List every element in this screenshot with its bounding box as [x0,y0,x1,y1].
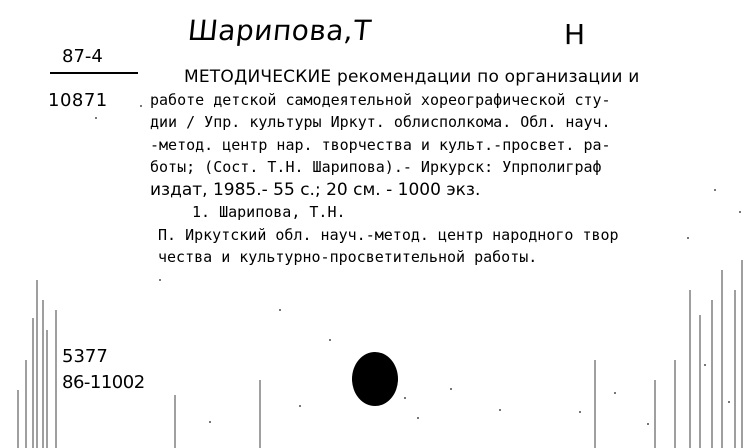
description-line-3: дии / Упр. культуры Иркут. облисполкома. Обл. науч. [150,113,611,131]
handwritten-mark: Н [564,18,586,51]
bottom-number-2: 86-11002 [62,372,145,393]
description-line-6: издат, 1985.- 55 с.; 20 см. - 1000 экз. [150,179,481,200]
description-line-1: МЕТОДИЧЕСКИЕ рекомендации по организации и [184,67,640,87]
description-line-5: боты; (Сост. Т.Н. Шарипова).- Иркурск: Упрполиграф [150,158,602,176]
tracing-line-1: 1. Шарипова, Т.Н. [192,203,346,221]
call-number: 87-4 [62,46,103,67]
tracing-line-3: чества и культурно-просветительной работы. [158,248,538,266]
inventory-number: 10871 [48,90,108,111]
description-line-2: работе детской самодеятельной хореографической сту- [150,90,611,109]
tracing-line-2: П. Иркутский обл. науч.-метод. центр народного твор [158,225,619,244]
handwritten-author: Шарипова,Т [186,14,373,47]
description-line-4: -метод. центр нар. творчества и культ.-просвет. ра- [150,135,611,154]
bottom-number-1: 5377 [62,346,108,367]
